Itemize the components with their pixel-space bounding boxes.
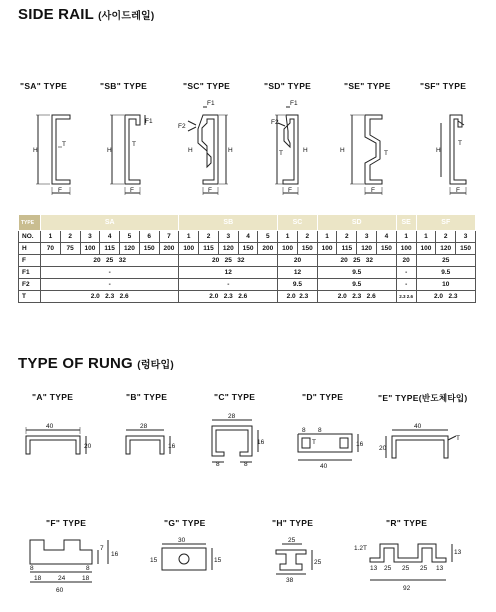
h-height-label: 25 <box>314 559 322 566</box>
d-width-label: 40 <box>320 463 328 470</box>
r-type-label: "R" TYPE <box>386 518 428 528</box>
sd-h-label: H <box>303 147 308 154</box>
table-cell: 150 <box>456 243 476 255</box>
table-cell: 150 <box>139 243 159 255</box>
f-l1-label: 8 <box>30 565 34 572</box>
b-rung-drawing <box>126 430 170 454</box>
r-height-label: 13 <box>454 549 462 556</box>
c-type-label: "C" TYPE <box>214 392 256 402</box>
table-cell: - <box>396 267 416 279</box>
table-cell: 6 <box>139 231 159 243</box>
sa-h-label: H <box>33 147 38 154</box>
table-cell: 3 <box>357 231 377 243</box>
sa-t-label: T <box>62 141 66 148</box>
sb-profile-drawing <box>110 115 145 195</box>
table-cell: 150 <box>377 243 397 255</box>
h-width-label: 25 <box>288 537 296 544</box>
d-a-label: 8 <box>302 427 306 434</box>
table-cell: 2 <box>297 231 317 243</box>
sc-f-label: F <box>208 187 212 194</box>
rung-title: TYPE OF RUNG <box>18 355 133 372</box>
r-s5-label: 13 <box>436 565 444 572</box>
g-left-label: 15 <box>150 557 158 564</box>
table-cell: 20 <box>278 255 318 267</box>
f-rung-drawing <box>30 540 108 582</box>
sc-h2-label: H <box>228 147 233 154</box>
rung-heading <box>18 355 174 372</box>
f-h1-label: 7 <box>100 545 104 552</box>
a-width-label: 40 <box>46 423 54 430</box>
table-cell: 2.0 2.3 <box>278 291 318 303</box>
table-cell: 3 <box>80 231 100 243</box>
table-cell: 9.5 <box>278 279 318 291</box>
table-cell: 2 <box>436 231 456 243</box>
r-t-label: 1.2T <box>354 545 368 552</box>
sb-f1-label: F1 <box>145 118 153 125</box>
side-rail-heading <box>18 6 154 23</box>
table-cell: 120 <box>218 243 238 255</box>
table-cell: 1 <box>416 231 436 243</box>
rung-subtitle: (렁타입) <box>137 360 174 371</box>
table-cell: 115 <box>100 243 120 255</box>
r-s1-label: 13 <box>370 565 378 572</box>
f-w2-label: 24 <box>58 575 66 582</box>
r-rung-drawing <box>370 544 452 580</box>
table-cell: 3 <box>218 231 238 243</box>
table-cell: 12 <box>179 267 278 279</box>
table-cell: 1 <box>396 231 416 243</box>
se-h-label: H <box>340 147 345 154</box>
se-f-label: F <box>371 187 375 194</box>
table-cell: 4 <box>100 231 120 243</box>
se-type-label: "SE" TYPE <box>344 81 391 91</box>
group-sb: SB <box>179 215 278 231</box>
table-cell: 20 25 32 <box>179 255 278 267</box>
b-height-label: 16 <box>168 443 176 450</box>
table-cell: 2 <box>199 231 219 243</box>
d-height-label: 16 <box>356 441 364 448</box>
f-l2-label: 8 <box>86 565 90 572</box>
table-cell: 2.0 2.3 <box>416 291 475 303</box>
sa-profile-drawing <box>36 115 70 195</box>
d-t-label: T <box>312 439 316 446</box>
spec-row-f1 <box>19 267 476 279</box>
table-cell: 1 <box>317 231 337 243</box>
g-width-label: 30 <box>178 537 186 544</box>
table-cell: 1 <box>278 231 298 243</box>
e-rung-drawing <box>386 430 456 458</box>
table-cell: 100 <box>179 243 199 255</box>
rung-drawings <box>0 404 496 612</box>
g-type-label: "G" TYPE <box>164 518 206 528</box>
group-sd: SD <box>317 215 396 231</box>
table-cell: 2.0 2.3 2.6 <box>41 291 179 303</box>
sd-f-label: F <box>288 187 292 194</box>
table-cell: NO. <box>19 231 41 243</box>
side-rail-title: SIDE RAIL <box>18 6 94 23</box>
group-sf: SF <box>416 215 475 231</box>
table-cell: 12 <box>278 267 318 279</box>
r-total-label: 92 <box>403 585 411 592</box>
table-cell: 2.0 2.3 2.6 <box>317 291 396 303</box>
a-type-label: "A" TYPE <box>32 392 74 402</box>
table-cell: F1 <box>19 267 41 279</box>
sd-f2-label: F2 <box>271 119 279 126</box>
f-w3-label: 18 <box>82 575 90 582</box>
f-type-label: "F" TYPE <box>46 518 87 528</box>
c-right-label: 8 <box>244 461 248 468</box>
table-cell: 5 <box>120 231 140 243</box>
r-s3-label: 25 <box>402 565 410 572</box>
spec-row-f <box>19 255 476 267</box>
g-rung-drawing <box>162 544 212 570</box>
spec-row-no <box>19 231 476 243</box>
table-cell: 100 <box>396 243 416 255</box>
h-base-label: 38 <box>286 577 294 584</box>
sc-h-label: H <box>188 147 193 154</box>
table-cell: 115 <box>337 243 357 255</box>
table-cell: 100 <box>80 243 100 255</box>
group-se: SE <box>396 215 416 231</box>
sc-f1-label: F1 <box>207 100 215 107</box>
h-type-label: "H" TYPE <box>272 518 314 528</box>
c-height-label: 16 <box>257 439 265 446</box>
sa-f-label: F <box>58 187 62 194</box>
table-cell: 20 25 32 <box>317 255 396 267</box>
d-type-label: "D" TYPE <box>302 392 344 402</box>
table-cell: 5 <box>258 231 278 243</box>
spec-row-h <box>19 243 476 255</box>
sc-f2-label: F2 <box>178 123 186 130</box>
table-cell: T <box>19 291 41 303</box>
spec-group-header-row <box>19 215 476 231</box>
sf-f-label: F <box>456 187 460 194</box>
c-rung-drawing <box>212 420 258 462</box>
se-t-label: T <box>384 150 388 157</box>
a-height-label: 20 <box>84 443 92 450</box>
table-cell: 75 <box>60 243 80 255</box>
r-s2-label: 25 <box>384 565 392 572</box>
c-width-label: 28 <box>228 413 236 420</box>
table-cell: 4 <box>377 231 397 243</box>
d-b-label: 8 <box>318 427 322 434</box>
b-type-label: "B" TYPE <box>126 392 168 402</box>
table-cell: 120 <box>436 243 456 255</box>
side-rail-subtitle: (사이드레일) <box>98 11 155 22</box>
table-cell: 100 <box>278 243 298 255</box>
sd-f1-label: F1 <box>290 100 298 107</box>
table-cell: 2.3 2.6 <box>396 291 416 303</box>
side-rail-spec-table <box>18 214 476 303</box>
group-sc: SC <box>278 215 318 231</box>
table-cell: 9.5 <box>317 267 396 279</box>
c-left-label: 8 <box>216 461 220 468</box>
f-total-label: 60 <box>56 587 64 594</box>
table-cell: 7 <box>159 231 179 243</box>
se-profile-drawing <box>350 115 382 195</box>
sb-h-label: H <box>107 147 112 154</box>
table-cell: 200 <box>258 243 278 255</box>
table-cell: 150 <box>238 243 258 255</box>
b-width-label: 28 <box>140 423 148 430</box>
sc-type-label: "SC" TYPE <box>183 81 231 91</box>
table-cell: 2 <box>337 231 357 243</box>
sf-h-label: H <box>436 147 441 154</box>
table-cell: 3 <box>456 231 476 243</box>
sf-type-label: "SF" TYPE <box>420 81 467 91</box>
sf-profile-drawing <box>441 115 466 195</box>
sb-f-label: F <box>130 187 134 194</box>
e-height-label: 20 <box>379 445 387 452</box>
e-t-label: T <box>456 435 460 442</box>
sb-type-label: "SB" TYPE <box>100 81 148 91</box>
table-cell: - <box>41 279 179 291</box>
sb-t-label: T <box>132 141 136 148</box>
sd-t-label: T <box>279 150 283 157</box>
sc-profile-drawing <box>188 107 228 195</box>
group-sa: SA <box>41 215 179 231</box>
f-w1-label: 18 <box>34 575 42 582</box>
side-rail-drawings <box>0 95 496 207</box>
table-cell: 120 <box>120 243 140 255</box>
table-cell: 2 <box>60 231 80 243</box>
table-cell: 20 25 32 <box>41 255 179 267</box>
table-cell: 10 <box>416 279 475 291</box>
h-rung-drawing <box>276 544 312 574</box>
table-cell: 70 <box>41 243 61 255</box>
table-cell: 4 <box>238 231 258 243</box>
table-cell: 150 <box>297 243 317 255</box>
d-rung-drawing <box>298 434 358 460</box>
table-cell: 115 <box>199 243 219 255</box>
f-h2-label: 16 <box>111 551 119 558</box>
table-cell: F2 <box>19 279 41 291</box>
table-cell: 120 <box>357 243 377 255</box>
spec-row-t <box>19 291 476 303</box>
table-cell: - <box>396 279 416 291</box>
table-cell: - <box>41 267 179 279</box>
g-height-label: 15 <box>214 557 222 564</box>
a-rung-drawing <box>26 427 86 454</box>
table-cell: H <box>19 243 41 255</box>
table-cell: 9.5 <box>317 279 396 291</box>
table-cell: F <box>19 255 41 267</box>
table-cell: 100 <box>317 243 337 255</box>
table-cell: - <box>179 279 278 291</box>
table-cell: 2.0 2.3 2.6 <box>179 291 278 303</box>
r-s4-label: 25 <box>420 565 428 572</box>
sf-t-label: T <box>458 140 462 147</box>
table-cell: 100 <box>416 243 436 255</box>
table-cell: 1 <box>179 231 199 243</box>
sa-type-label: "SA" TYPE <box>20 81 68 91</box>
table-cell: 200 <box>159 243 179 255</box>
table-cell: 1 <box>41 231 61 243</box>
table-cell: 9.5 <box>416 267 475 279</box>
table-cell: 20 <box>396 255 416 267</box>
e-width-label: 40 <box>414 423 422 430</box>
sd-type-label: "SD" TYPE <box>264 81 312 91</box>
spec-row-f2 <box>19 279 476 291</box>
spec-corner-cell: TYPE <box>19 215 41 231</box>
table-cell: 25 <box>416 255 475 267</box>
e-type-label: "E" TYPE(반도체타입) <box>378 393 468 403</box>
